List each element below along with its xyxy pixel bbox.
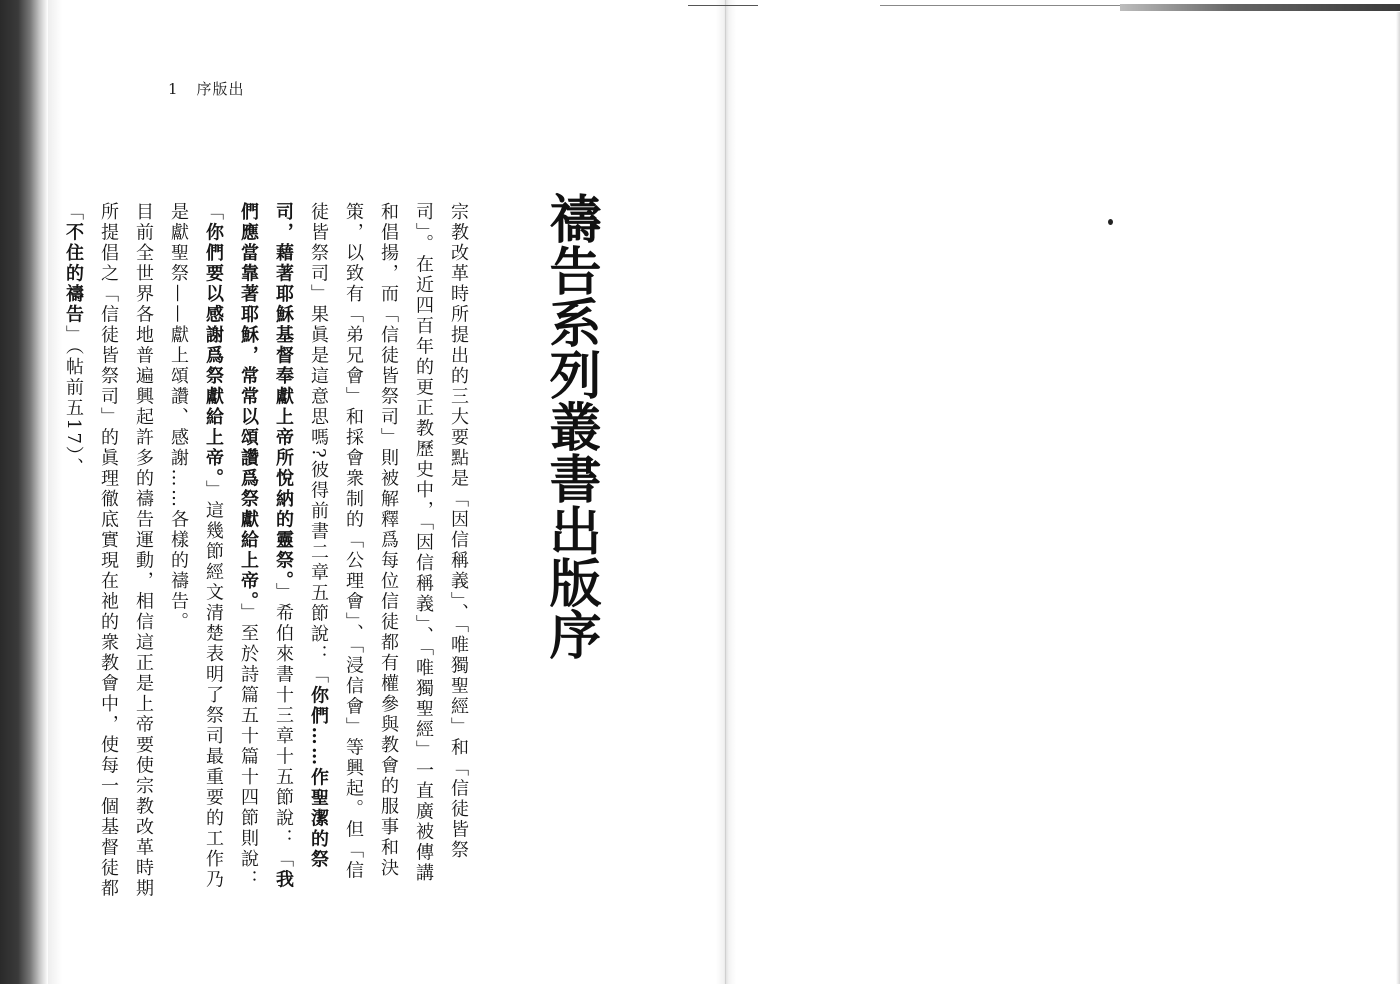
text-run: 宗教改革時所提出的三大要點是「因信稱義」、「唯獨聖經」和「信徒皆祭司」。在近四百年的更正教歷史中，「因信稱義」、「唯獨聖經」一直廣被傳講和倡揚，而「信徒皆祭司」則被解釋爲每位信徒都有權參與教會的服事和決策，以致有「弟兄會」和採會衆制的「公理會」、「浸信會」等興起。但「信徒皆祭司」果眞是這意思嗎?彼得前書二章五節說：「 <box>308 202 469 884</box>
scan-top-edge <box>1120 4 1400 11</box>
page-number: 1 <box>168 79 179 98</box>
text-run: 」至於詩篇五十篇十四節則說：「 <box>203 202 259 890</box>
running-header <box>168 78 245 99</box>
text-run: 」這幾節經文清楚表明了祭司最重要的工作乃是獻聖祭——獻上頌讚、感謝……各樣的禱告。 <box>168 202 224 890</box>
text-run: 」（帖前五17）、 <box>63 325 84 479</box>
scripture-quote: 你們……作聖潔的祭司，藉著耶穌基督奉獻上帝所悅納的靈祭。 <box>273 202 329 871</box>
scan-right-edge <box>1396 12 1400 984</box>
scripture-quote: 我們應當靠著耶穌，常常以頌讚爲祭獻給上帝。 <box>238 202 294 890</box>
body-text <box>63 166 476 901</box>
paragraph-1 <box>161 166 476 901</box>
text-run: 」希伯來書十三章十五節說：「 <box>273 582 294 870</box>
book-spine-line <box>725 0 726 984</box>
chapter-title: 禱告系列叢書出版序 <box>540 192 601 660</box>
scan-top-line <box>688 5 758 6</box>
scan-left-shadow <box>0 0 48 984</box>
paragraph-2 <box>56 166 161 901</box>
scan-top-line <box>880 5 1120 6</box>
scripture-quote: 你們要以感謝爲祭獻給上帝。 <box>203 222 224 480</box>
scripture-quote: 不住的禱告 <box>63 222 84 325</box>
running-title: 序版出 <box>196 80 245 98</box>
text-run: 目前全世界各地普遍興起許多的禱告運動，相信這正是上帝要使宗教改革時期所提倡之「信徒皆祭司」的眞理徹底實現在祂的衆教會中，使每一個基督徒都「 <box>63 202 154 899</box>
book-spine-fold <box>716 0 736 984</box>
scan-speck <box>1108 219 1113 225</box>
